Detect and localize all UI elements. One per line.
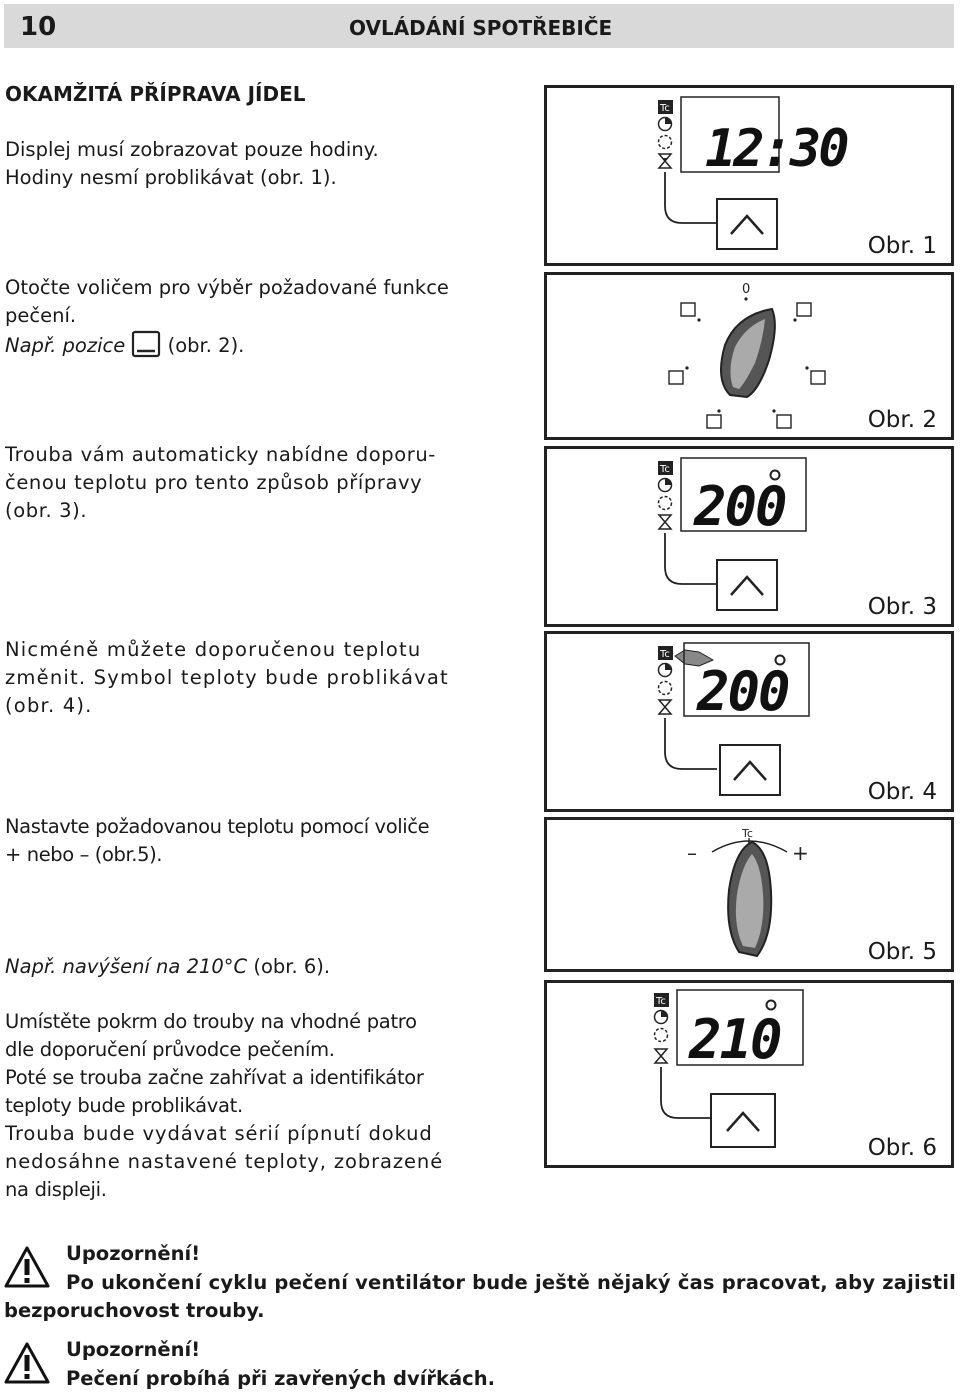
paragraph-select-function: Otočte voličem pro výběr požadované funkce pečení. Např. pozice (obr. 2). [5, 274, 475, 360]
up-button [720, 745, 780, 795]
figure-4 [544, 631, 954, 812]
figure-label: Obr. 1 [867, 233, 937, 259]
figure-label: Obr. 2 [867, 407, 937, 433]
position-icon [811, 371, 825, 384]
paragraph-example-210: Např. navýšení na 210°C (obr. 6). [5, 955, 331, 978]
page-header [4, 4, 954, 48]
chevron-up-icon [727, 1113, 759, 1131]
warning-heading: Upozornění! [66, 1338, 201, 1361]
warning-fan: Upozornění! Po ukončení cyklu pečení ventilátor bude ještě nějaký čas pracovat, aby zajistil bezporuchovost trouby. [4, 1242, 956, 1322]
end-time-icon [659, 136, 672, 149]
side-icons [658, 100, 673, 168]
figure-3 [544, 446, 954, 627]
up-button [717, 199, 777, 249]
up-button [717, 560, 777, 610]
up-button [711, 1094, 775, 1147]
display-value: 210 [689, 1008, 781, 1071]
figure-5 [544, 817, 954, 972]
display-value: 200 [694, 475, 786, 538]
oven-position-icon [131, 330, 161, 358]
figure-label: Obr. 3 [867, 594, 937, 620]
display-value: 200 [697, 660, 789, 723]
position-icon [681, 303, 695, 316]
chevron-up-icon [734, 762, 766, 780]
connector-line [665, 172, 717, 223]
figure-1 [544, 85, 954, 266]
chevron-up-icon [731, 216, 763, 234]
svg-text:Tc: Tc [660, 103, 670, 114]
minus-mark: – [687, 841, 697, 865]
paragraph-change-temp: Nicméně můžete doporučenou teplotu změnit. Symbol teploty bude problikávat (obr. 4). [5, 638, 449, 717]
figure-2 [544, 272, 954, 440]
svg-text:Tc: Tc [660, 464, 670, 475]
svg-text:Tc: Tc [656, 996, 666, 1007]
figure-6 [544, 980, 954, 1168]
timer-icon [659, 700, 671, 714]
figure-label: Obr. 5 [867, 939, 937, 965]
chapter-title: OVLÁDÁNÍ SPOTŘEBIČE [349, 16, 613, 40]
end-time-icon [659, 682, 672, 695]
plus-mark: + [792, 841, 809, 865]
page-number: 10 [20, 12, 57, 42]
timer-icon [655, 1049, 667, 1063]
end-time-icon [655, 1029, 668, 1042]
temperature-mark: Tc [742, 827, 753, 840]
paragraph-clock: Displej musí zobrazovat pouze hodiny. Hodiny nesmí problikávat (obr. 1). [5, 138, 379, 189]
position-icon [797, 303, 811, 316]
position-icon [707, 415, 721, 428]
end-time-icon [659, 497, 672, 510]
section-title: OKAMŽITÁ PŘÍPRAVA JÍDEL [5, 82, 306, 106]
zero-mark: 0 [742, 282, 751, 297]
paragraph-preheat: Umístěte pokrm do trouby na vhodné patro dle doporučení průvodce pečením. Poté se trouba začne zahřívat a identifikátor teploty bude problikávat. Trouba bude vydávat sérií pípnutí dokud nedosáhne nastavené teploty, zobrazené na displeji. [5, 1010, 444, 1201]
example-line: Např. pozice (obr. 2). [5, 330, 475, 360]
svg-text:Tc: Tc [660, 649, 670, 660]
warning-door: Upozornění! Pečení probíhá při zavřených dvířkách. [4, 1336, 956, 1392]
figure-label: Obr. 4 [867, 779, 937, 805]
warning-icon [4, 1246, 50, 1288]
paragraph-recommended-temp: Trouba vám automaticky nabídne doporu- čenou teplotu pro tento způsob přípravy (obr. 3). [5, 443, 436, 522]
warning-heading: Upozornění! [66, 1242, 201, 1265]
warning-icon [4, 1342, 50, 1384]
timer-icon [659, 515, 671, 529]
position-icon [669, 371, 683, 384]
figure-label: Obr. 6 [867, 1135, 937, 1161]
display-value: 12:30 [705, 119, 847, 179]
paragraph-set-temp: Nastavte požadovanou teplotu pomocí voliče + nebo – (obr.5). [5, 815, 430, 866]
chevron-up-icon [731, 577, 763, 595]
position-icon [777, 415, 791, 428]
